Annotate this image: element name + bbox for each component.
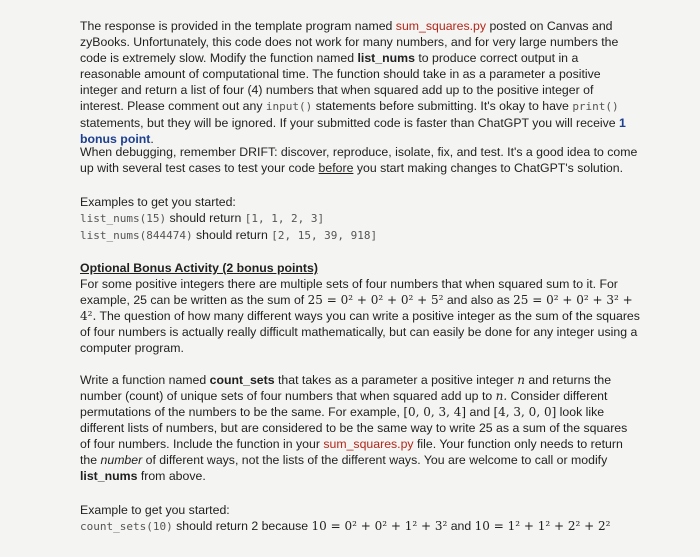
code-input: input() — [265, 100, 313, 113]
text: Consider different permutations of the numbers to be the same. For example, — [80, 389, 608, 419]
text: should return 2 because — [172, 519, 312, 533]
code-result: [2, 15, 39, 918] — [271, 229, 378, 242]
code-result: [1, 1, 2, 3] — [244, 212, 325, 225]
bonus-point: 1 bonus point — [80, 116, 626, 146]
text: and returns the number (count) of unique sets of four numbers that when squared add up to — [80, 373, 612, 403]
function-name: list_nums — [80, 469, 138, 483]
math-variable: n — [517, 373, 525, 387]
examples-block — [80, 194, 640, 244]
math-variable: n. — [495, 389, 508, 403]
text: Write a function named — [80, 373, 210, 387]
function-name: count_sets — [209, 373, 275, 387]
code-call: list_nums(844474) — [80, 229, 193, 242]
example-2 — [80, 227, 640, 244]
math-expression: 10 = 1² + 1² + 2² + 2² — [474, 519, 611, 533]
examples-heading: Examples to get you started: — [80, 195, 236, 209]
text: and — [447, 519, 475, 533]
text: . — [150, 132, 154, 146]
text: from above. — [137, 469, 206, 483]
italic-word: number — [100, 453, 143, 467]
text: For some positive integers there are multiple sets of four numbers that when squared sum to it. For example, 25 can be written as the sum of — [80, 277, 618, 307]
filename: sum_squares.py — [395, 19, 487, 33]
text: you start making changes to ChatGPT's solution. — [353, 161, 624, 175]
count-sets-paragraph — [80, 372, 640, 484]
function-name: list_nums — [357, 51, 415, 65]
text: of different ways, not the lists of the different ways. You are welcome to call or modify — [142, 453, 608, 467]
text: and — [466, 405, 494, 419]
text: The question of how many different ways you can write a positive integer as the sum of the squares of four numbers is actually really difficult mathematically, but can easily be done for any integer using a computer program. — [80, 309, 640, 355]
example-heading: Example to get you started: — [80, 503, 230, 517]
underlined-word: before — [318, 161, 354, 175]
math-list: [0, 0, 3, 4] — [403, 405, 467, 419]
code-call: count_sets(10) — [80, 520, 173, 533]
text: statements before submitting. It's okay to have — [312, 99, 573, 113]
debugging-paragraph — [80, 144, 640, 176]
example-block-2 — [80, 502, 640, 535]
math-expression: 10 = 0² + 0² + 1² + 3² — [311, 519, 448, 533]
math-expression: 25 = 0² + 0² + 3² + 4². — [80, 293, 633, 323]
text: The response is provided in the template program named — [80, 19, 396, 33]
bonus-heading: Optional Bonus Activity (2 bonus points) — [80, 261, 318, 275]
text: and also as — [443, 293, 514, 307]
text: that takes as a parameter a positive integer — [274, 373, 518, 387]
text: statements, but they will be ignored. If your submitted code is faster than ChatGPT you will receive — [80, 116, 620, 130]
text: file. Your function only needs to return the — [80, 437, 623, 467]
math-expression: 25 = 0² + 0² + 0² + 5² — [307, 293, 444, 307]
bonus-section — [80, 260, 640, 356]
filename: sum_squares.py — [323, 437, 414, 451]
text: look like different lists of numbers, but are considered to be the same way to write 25 as a sum of the squares of four numbers. Include the function in your — [80, 405, 628, 451]
text: to produce correct output in a reasonable amount of computational time. The function should take in as a parameter a positive integer and return a list of four (4) numbers that when squared add up to the positive integer of interest. Please comment out any — [80, 51, 601, 113]
text: When debugging, remember DRIFT: discover, reproduce, isolate, fix, and test. It's a good idea to come up with several test cases to test your code — [80, 145, 638, 175]
math-list: [4, 3, 0, 0] — [493, 405, 557, 419]
bonus-paragraph — [80, 276, 640, 356]
example-line — [80, 518, 640, 535]
intro-paragraph — [80, 18, 640, 147]
text: should return — [166, 211, 245, 225]
example-1 — [80, 210, 640, 227]
code-call: list_nums(15) — [80, 212, 167, 225]
code-print: print() — [572, 100, 619, 113]
text: should return — [192, 228, 272, 242]
text: posted on Canvas and zyBooks. Unfortunately, this code does not work for many numbers, and for very large numbers the code is extremely slow. Modify the function named — [80, 19, 619, 65]
